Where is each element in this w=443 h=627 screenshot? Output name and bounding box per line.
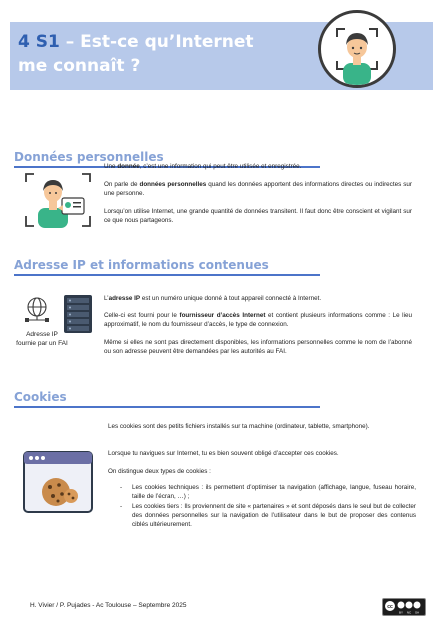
page-title-text: – Est-ce qu’Internet me connaît ?	[18, 32, 254, 76]
paragraph-ip-definition: L’adresse IP est un numéro unique donné à tout appareil connecté à Internet.	[104, 295, 322, 302]
page-title	[18, 30, 278, 78]
person-id-card-scan-icon	[22, 170, 94, 230]
paragraph-cookies-types: On distingue deux types de cookies :	[108, 468, 211, 475]
license-label: BY	[398, 610, 404, 615]
svg-text:cc: cc	[387, 604, 393, 610]
list-item: - Les cookies techniques : ils permettent d’optimiser ta navigation (affichage, langue, fuseau horaire, taille de l’écran, …) ;	[118, 483, 416, 501]
section-title-cookies: Cookies	[14, 390, 67, 404]
server-rack-icon	[62, 294, 94, 334]
network-globe-icon	[24, 296, 50, 324]
footer-credits: H. Vivier / P. Pujades - Ac Toulouse – Septembre 2025	[30, 602, 187, 609]
section-title-personal-data: Données personnelles	[14, 150, 164, 164]
cc-by-nc-sa-icon	[382, 598, 426, 616]
page-code: 4 S1	[18, 32, 60, 52]
paragraph-isp: Celle-ci est fourni pour le fournisseur d’accès Internet et contient plusieurs informations comme : Le lieu approximatif, le nom du fournisseur d’accès, le type de connexion.	[104, 312, 412, 328]
paragraph-vigilance: Lorsqu’on utilise Internet, une grande quantité de données transitent. Il faut donc être conscient et vigilant sur ce que nous partageons.	[104, 208, 412, 224]
section-rule	[14, 274, 320, 276]
ip-caption: Adresse IP fournie par un FAI	[16, 331, 68, 347]
paragraph-data-definition: Une donnée, c’est une information qui peut être utilisée et enregistrée.	[104, 163, 302, 170]
section-title-ip-address: Adresse IP et informations contenues	[14, 258, 269, 272]
paragraph-authorities: Même si elles ne sont pas directement disponibles, les informations personnelles comme le nom de l’abonné ou son adresse peuvent être demandées par les autorités au FAI.	[104, 339, 412, 355]
list-item: - Les cookies tiers : Ils proviennent de site « partenaires » et sont déposés dans le seul but de collecter des données personnelles sur la navigation de l’utilisateur dans le but de proposer des contenus ciblés ultérieurement.	[118, 502, 416, 529]
section-rule	[14, 406, 320, 408]
cookie-types-list	[118, 483, 416, 530]
person-in-scan-frame-icon	[318, 10, 396, 88]
license-label: NC	[406, 610, 412, 615]
paragraph-cookies-accept: Lorsque tu navigues sur Internet, tu es bien souvent obligé d’accepter ces cookies.	[108, 450, 339, 457]
browser-cookie-icon	[22, 446, 94, 518]
license-label: SA	[414, 610, 420, 615]
paragraph-personal-data: On parle de données personnelles quand les données apportent des informations directes ou indirectes sur une personne.	[104, 181, 412, 197]
paragraph-cookies-definition: Les cookies sont des petits fichiers installés sur ta machine (ordinateur, tablette, smartphone).	[108, 423, 370, 430]
